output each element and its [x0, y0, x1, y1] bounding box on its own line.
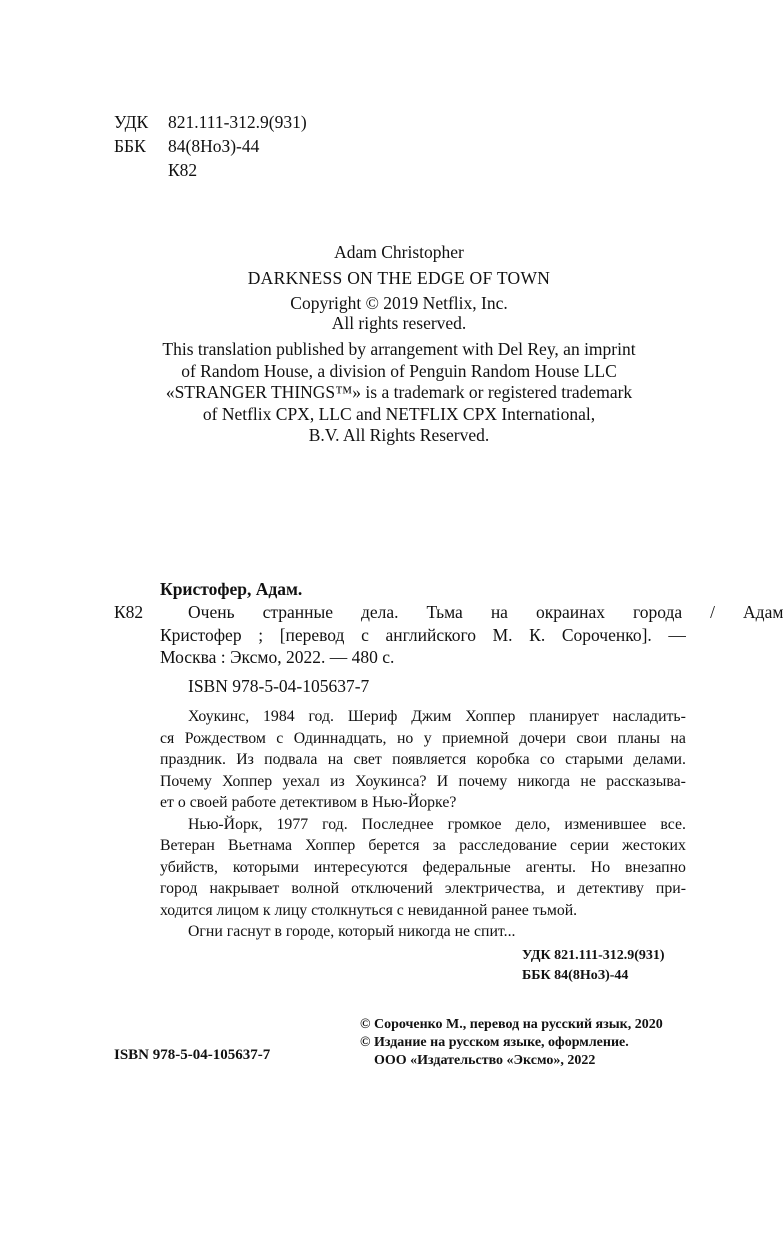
biblio-word: Тьма — [426, 602, 463, 622]
annotation-word: волной — [291, 880, 340, 897]
annotation-word: у — [423, 729, 432, 747]
annotation-word: берется — [368, 837, 420, 854]
original-rights: All rights reserved. — [331, 313, 467, 333]
annotation-word: свои — [576, 729, 608, 747]
annotation-word: серии — [569, 837, 610, 854]
annotation-word: при- — [655, 880, 686, 897]
biblio-word: Адам — [743, 602, 783, 622]
biblio-word: Сороченко]. — [561, 624, 652, 645]
annotation-word: планирует — [529, 708, 599, 725]
author-sign: К82 — [168, 160, 198, 180]
annotation-word: И — [436, 772, 449, 790]
annotation-word: расследование — [459, 837, 557, 854]
translation-line: «STRANGER THINGS™» is a trademark or registered trademark — [165, 382, 633, 402]
russian-copyright-block — [360, 1016, 663, 1070]
annotation-word: год. — [308, 708, 334, 725]
annotation-word: все. — [660, 815, 686, 833]
annotation-word: на — [670, 729, 686, 747]
annotation-word: Последнее — [361, 815, 434, 833]
biblio-word: окраинах — [535, 602, 605, 622]
original-copyright: Copyright © 2019 Netflix, Inc. — [290, 293, 508, 313]
annotation-word: Но — [590, 858, 611, 876]
translation-line: of Random House, a division of Penguin Random House LLC — [181, 360, 617, 381]
annotation-word: и — [556, 880, 566, 897]
classification-block — [114, 110, 307, 182]
annotation-word: старыми — [565, 751, 624, 768]
annotation-word: год. — [322, 815, 348, 833]
card-bibliographic-description — [160, 601, 783, 669]
biblio-line-3: Москва : Эксмо, 2022. — 480 с. — [160, 647, 395, 667]
author-sign-row — [114, 158, 307, 182]
copyright-publisher: ООО «Издательство «Эксмо», 2022 — [374, 1053, 596, 1068]
biblio-line-1 — [160, 601, 783, 624]
annotation-word: федеральные — [422, 858, 511, 876]
annotation-line — [160, 857, 686, 879]
annotation-word: которыми — [232, 858, 299, 876]
annotation-word: 1977 — [276, 815, 309, 833]
annotation-word: свет — [353, 751, 382, 768]
annotation-word: жестоких — [622, 837, 686, 854]
annotation-word: рассказыва- — [606, 772, 686, 790]
translation-line: of Netflix CPX, LLC and NETFLIX CPX International, — [202, 403, 596, 424]
biblio-word: на — [490, 602, 508, 622]
annotation-word: Ветеран — [160, 837, 215, 854]
card-author-heading: Кристофер, Адам. — [160, 579, 303, 599]
annotation-word: Хоппер — [465, 708, 516, 725]
annotation-word: отключений — [351, 880, 433, 897]
bottom-udk: УДК 821.111-312.9(931) — [522, 948, 665, 963]
annotation-word: приемной — [442, 729, 509, 747]
annotation-line — [160, 814, 686, 836]
biblio-word: английского — [385, 624, 476, 645]
annotation-word: Хоукинс, — [188, 708, 250, 725]
annotation-word: делами. — [633, 751, 686, 768]
annotation-word: со — [539, 751, 555, 768]
annotation-word: убийств, — [160, 858, 218, 876]
translation-notice — [100, 339, 698, 447]
card-code: К82 — [114, 602, 144, 622]
annotation-word: за — [432, 837, 446, 854]
annotation-word: не — [580, 772, 596, 790]
annotation-word: изменившее — [564, 815, 647, 833]
annotation-word: с — [276, 729, 284, 747]
original-title: DARKNESS ON THE EDGE OF TOWN — [247, 268, 551, 288]
biblio-word: странные — [262, 602, 333, 622]
bbk-value: 84(8НоЗ)-44 — [168, 136, 260, 156]
translation-line: This translation published by arrangement with Del Rey, an imprint — [162, 339, 636, 359]
annotation-word: детективу — [577, 880, 644, 897]
annotation-word: на — [327, 751, 344, 768]
annotation-word: насладить- — [612, 708, 686, 725]
annotation-word: Джим — [411, 708, 452, 725]
bottom-classification — [522, 946, 665, 986]
biblio-word: ; — [258, 624, 264, 645]
annotation-word: Одиннадцать, — [293, 729, 387, 747]
annotation-word: Из — [236, 751, 254, 768]
copyright-translation: © Сороченко М., перевод на русский язык, 2020 — [360, 1017, 663, 1032]
bbk-row — [114, 134, 307, 158]
annotation-word: никогда — [517, 772, 571, 790]
biblio-word: Очень — [188, 602, 235, 622]
annotation-word: Рождеством — [184, 729, 266, 747]
biblio-word: М. — [492, 624, 513, 645]
biblio-word: / — [710, 602, 716, 622]
annotation-word: появляется — [392, 751, 467, 768]
annotation-word: громкое — [447, 815, 502, 833]
biblio-word: [перевод — [279, 624, 345, 645]
annotation-line — [160, 728, 686, 750]
annotation-word: электричества, — [444, 880, 545, 897]
annotation-word: планы — [617, 729, 660, 747]
annotation-word: подвала — [264, 751, 318, 768]
biblio-word: дела. — [360, 602, 399, 622]
bottom-isbn: ISBN 978-5-04-105637-7 — [114, 1047, 271, 1063]
annotation-word: коробка — [476, 751, 530, 768]
biblio-word: города — [632, 602, 683, 622]
annotation-word: Хоппер — [222, 772, 273, 790]
copyright-edition: © Издание на русском языке, оформление. — [360, 1035, 629, 1050]
biblio-word: Кристофер — [160, 624, 242, 645]
annotation-line — [160, 706, 686, 728]
udk-row — [114, 110, 307, 134]
annotation-line: Огни гаснут в городе, который никогда не спит... — [188, 923, 516, 940]
annotation-word: Нью-Йорк, — [188, 815, 263, 833]
annotation-word: праздник. — [160, 751, 226, 768]
annotation-word: интересуются — [313, 858, 408, 876]
annotation-word: Вьетнама — [227, 837, 292, 854]
annotation-word: из — [330, 772, 345, 790]
annotation-word: но — [396, 729, 414, 747]
annotation-word: ся — [160, 729, 175, 747]
biblio-word: К. — [529, 624, 546, 645]
annotation-line — [160, 771, 686, 793]
annotation-word: Почему — [160, 772, 212, 790]
annotation-line — [160, 878, 686, 900]
annotation-word: уехал — [282, 772, 320, 790]
udk-label: УДК — [114, 112, 149, 132]
card-isbn: ISBN 978-5-04-105637-7 — [188, 676, 370, 696]
annotation-word: Хоппер — [305, 837, 356, 854]
annotation-word: Шериф — [347, 708, 398, 725]
biblio-word: с — [361, 624, 369, 645]
annotation-word: агенты. — [525, 858, 576, 876]
udk-value: 821.111-312.9(931) — [168, 112, 307, 132]
annotation-word: город — [160, 880, 198, 897]
translation-line: B.V. All Rights Reserved. — [308, 425, 490, 445]
annotation-line — [160, 835, 686, 857]
bbk-label: ББК — [114, 136, 146, 156]
annotation-word: почему — [458, 772, 508, 790]
annotation-word: дело, — [515, 815, 551, 833]
annotation-line: ет о своей работе детективом в Нью-Йорке? — [160, 794, 457, 811]
annotation-line: ходится лицом к лицу столкнуться с невиданной ранее тьмой. — [160, 901, 578, 919]
annotation-word: накрывает — [209, 880, 280, 897]
annotation — [160, 706, 686, 943]
original-author: Adam Christopher — [334, 242, 464, 262]
annotation-word: внезапно — [624, 858, 686, 876]
annotation-word: 1984 — [263, 708, 295, 725]
annotation-word: дочери — [519, 729, 566, 747]
biblio-word: — — [668, 624, 686, 645]
annotation-word: Хоукинса? — [355, 772, 427, 790]
annotation-line — [160, 749, 686, 771]
biblio-line-2 — [160, 624, 686, 647]
bottom-bbk: ББК 84(8НоЗ)-44 — [522, 968, 629, 983]
